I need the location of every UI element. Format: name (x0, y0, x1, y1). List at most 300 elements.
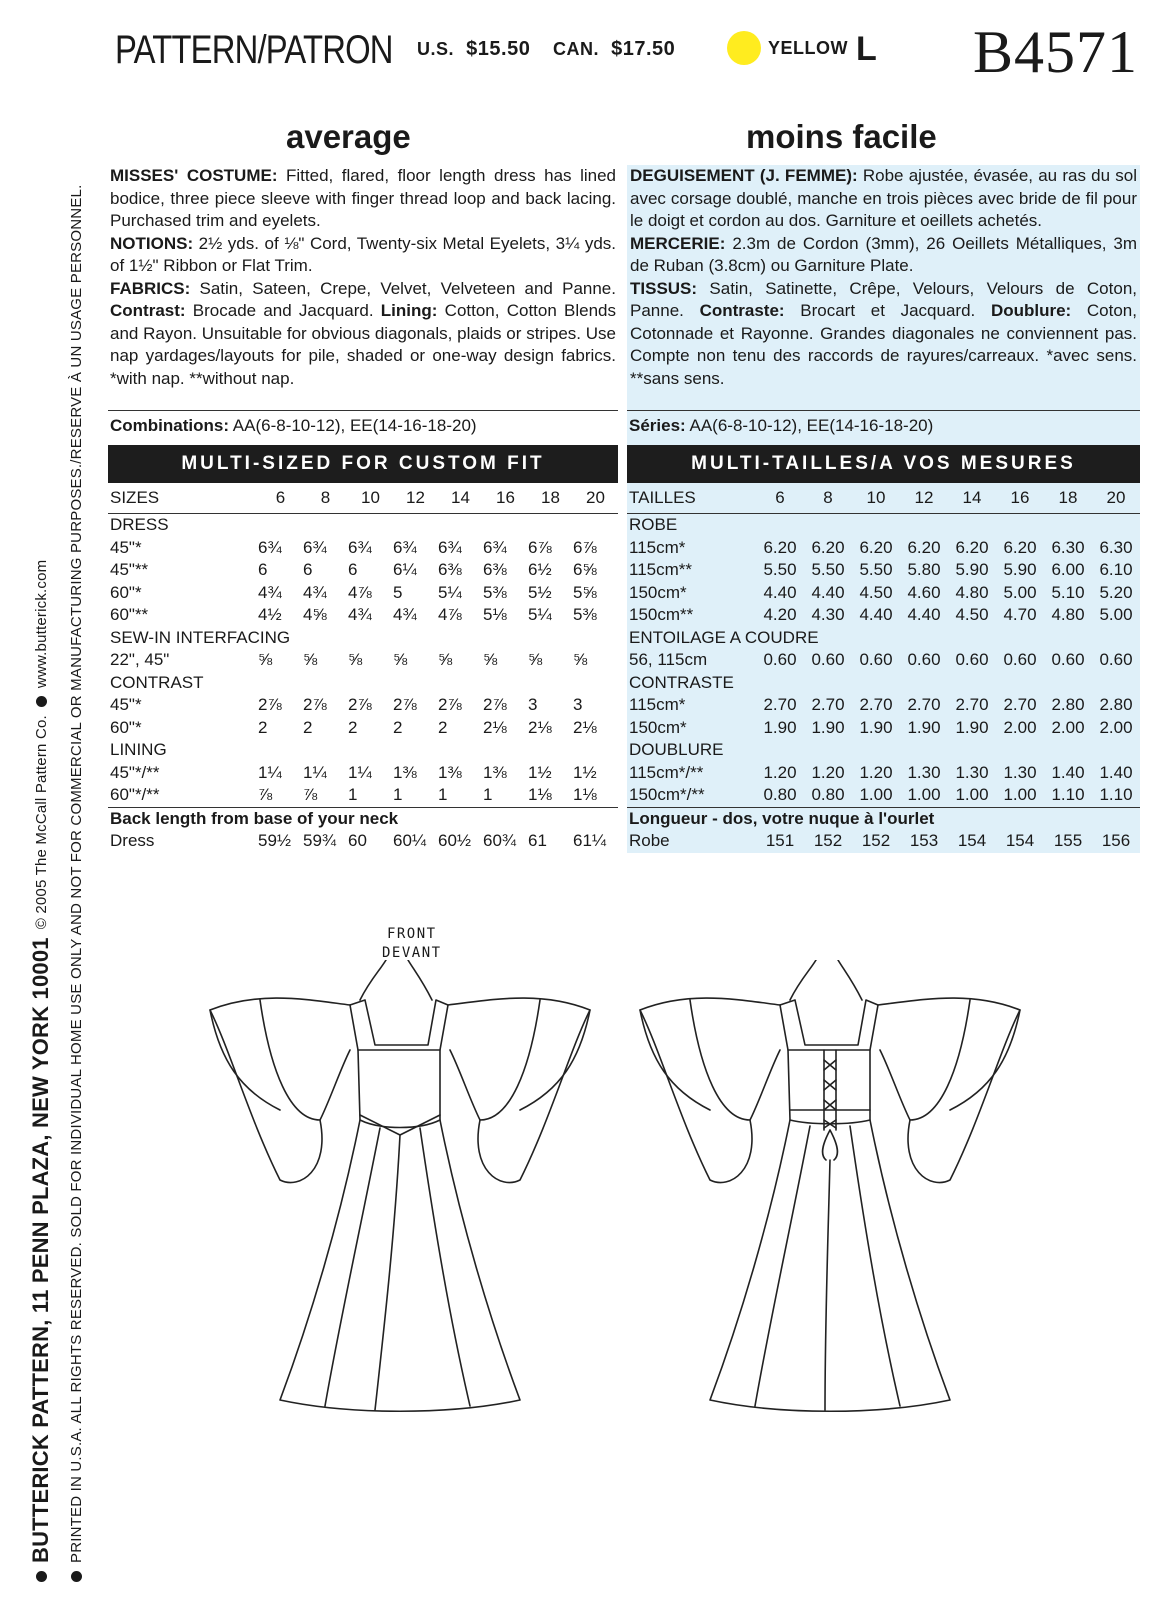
table-cell: 152 (813, 831, 843, 850)
table-cell: 1.30 (955, 762, 989, 782)
table-cell: 1.20 (763, 762, 797, 782)
table-cell: 0.60 (1003, 650, 1037, 669)
combinations-fr (627, 411, 1140, 441)
table-cell: ⅝ (348, 650, 363, 669)
table-cell: 1 (438, 785, 448, 804)
table-cell: ⅝ (393, 650, 408, 669)
back-length-en (108, 807, 618, 853)
table-cell: 6½ (528, 560, 552, 579)
bullet-icon (36, 1571, 47, 1582)
table-row (108, 514, 618, 537)
table-cell: 60½ (438, 831, 472, 850)
table-cell: 6.20 (859, 537, 893, 557)
size-column-header: 16 (996, 483, 1044, 514)
row-label: LINING (110, 740, 167, 759)
table-row (108, 717, 618, 740)
table-row (108, 649, 618, 672)
table-cell: ⅝ (528, 650, 543, 669)
table-cell: 0.80 (811, 785, 845, 804)
figure-label (382, 925, 442, 963)
legal-notice: PRINTED IN U.S.A. ALL RIGHTS RESERVED. SOLD FOR INDIVIDUAL HOME USE ONLY AND NOT FOR COMMERCIAL OR MANUFACTURING PURPOSES./RESERVE À UN USAGE PERSONNEL. (68, 184, 85, 1563)
table-cell: 1.90 (859, 717, 893, 737)
table-row (627, 627, 1140, 650)
size-column-header: 18 (528, 483, 573, 514)
table-cell: 1.30 (1003, 762, 1037, 782)
combos-value: AA(6-8-10-12), EE(14-16-18-20) (229, 416, 477, 435)
table-cell: 6.20 (763, 537, 797, 557)
table-cell: 6.20 (907, 537, 941, 557)
side-imprint-text (28, 112, 108, 1582)
table-row (108, 582, 618, 605)
table-row (108, 830, 618, 853)
table-cell: ⅝ (258, 650, 273, 669)
table-row (108, 762, 618, 785)
table-cell: 4.40 (859, 605, 893, 624)
desc-key: DEGUISEMENT (J. FEMME): (630, 166, 858, 185)
desc-text: 2.3m de Cordon (3mm), 26 Oeillets Métalliques, 3m de Ruban (3.8cm) ou Garniture Plate. (630, 233, 1137, 275)
table-cell: 0.60 (1051, 650, 1085, 669)
table-cell: 2.00 (1099, 717, 1133, 737)
size-column-header: 12 (900, 483, 948, 514)
side-line-legal (68, 112, 85, 1582)
row-label: CONTRASTE (629, 672, 734, 692)
table-cell: 1½ (573, 762, 597, 782)
yardage-table-en (108, 483, 618, 807)
table-cell: 61 (528, 831, 547, 850)
size-column-header: 16 (483, 483, 528, 514)
section-bar-en: MULTI-SIZED FOR CUSTOM FIT (108, 445, 618, 483)
table-cell: 61¼ (573, 831, 607, 850)
combos-label: Séries: (629, 416, 686, 435)
difficulty-en: average (286, 118, 411, 155)
table-cell: 6⅞ (573, 537, 597, 557)
dress-back-drawing (640, 960, 1020, 1411)
table-cell: 5.50 (763, 560, 797, 579)
table-cell: 60¼ (393, 831, 427, 850)
table-row (108, 559, 618, 582)
table-cell: 0.60 (763, 650, 797, 669)
table-cell: 6 (303, 560, 313, 579)
table-cell: 6.10 (1099, 560, 1133, 579)
table-cell: 4.30 (811, 605, 845, 624)
table-cell: 1.20 (811, 762, 845, 782)
table-cell: 5.10 (1051, 582, 1085, 602)
desc-text: Brocade and Jacquard. (185, 301, 381, 320)
table-cell: 4.80 (955, 582, 989, 602)
yardage-table-fr (627, 483, 1140, 807)
table-cell: 4¾ (258, 582, 282, 602)
table-cell: 5⅛ (483, 605, 507, 624)
table-cell: ⅝ (303, 650, 318, 669)
desc-key: FABRICS: (110, 278, 191, 298)
table-cell: 1 (483, 785, 493, 804)
sizes-label: TAILLES (627, 483, 756, 514)
size-column-header: 10 (348, 483, 393, 514)
back-length-title: Longueur - dos, votre nuque à l'ourlet (629, 808, 935, 828)
size-column-header: 12 (393, 483, 438, 514)
desc-key: NOTIONS: (110, 233, 194, 253)
table-cell: 5½ (528, 582, 552, 602)
difficulty-fr: moins facile (746, 118, 937, 155)
table-cell: 156 (1101, 831, 1131, 850)
table-cell: 6¾ (438, 537, 462, 557)
bullet-icon (71, 1571, 82, 1582)
table-row (108, 537, 618, 560)
us-price-label: U.S. (417, 39, 455, 59)
table-row (627, 537, 1140, 560)
table-cell: 6¾ (393, 537, 417, 557)
table-cell: 5⅝ (573, 582, 597, 602)
table-cell: 4.20 (763, 605, 797, 624)
row-label: DOUBLURE (629, 740, 724, 759)
column-french (627, 165, 1140, 853)
table-cell: 1⅜ (393, 762, 417, 782)
table-cell: 5.90 (955, 560, 989, 579)
row-label: Dress (110, 831, 155, 850)
row-label: 150cm** (629, 605, 694, 624)
table-cell: 1.90 (811, 717, 845, 737)
can-price-value: $17.50 (611, 38, 676, 60)
table-cell: 2⅛ (528, 717, 552, 737)
table-cell: 2 (438, 717, 448, 737)
desc-text: Fitted, flared, floor length dress has lined bodice, three piece sleeve with finger thread loop and back lacing. Purchased trim and eyelets. (110, 166, 616, 230)
row-label: DRESS (110, 515, 169, 534)
desc-key: MISSES' COSTUME: (110, 166, 278, 185)
row-label: 115cm*/** (629, 762, 704, 782)
table-cell: 4.60 (907, 582, 941, 602)
table-cell: 2⅞ (303, 695, 327, 714)
table-cell: 4¾ (393, 605, 417, 624)
table-cell: 6¾ (258, 537, 282, 557)
table-cell: 1⅛ (573, 785, 597, 804)
table-cell: 2 (258, 717, 268, 737)
can-price-label: CAN. (553, 39, 599, 59)
table-cell: 1⅛ (528, 785, 552, 804)
desc-key: Doublure: (990, 301, 1072, 320)
table-cell: 6.00 (1051, 560, 1085, 579)
table-row (627, 739, 1140, 762)
desc-text: Brocart et Jacquard. (784, 301, 991, 320)
table-cell: 2⅛ (483, 717, 507, 737)
table-cell: 0.60 (1099, 650, 1133, 669)
desc-text: Satin, Satinette, Crêpe, Velours, Velours de Coton, Panne. (630, 278, 1137, 320)
copyright: © 2005 The McCall Pattern Co. (32, 715, 50, 930)
table-row (108, 672, 618, 695)
table-cell: 154 (957, 831, 987, 850)
table-cell: 2.70 (955, 695, 989, 714)
desc-key: TISSUS: (630, 278, 698, 298)
table-cell: ⅞ (258, 785, 273, 804)
table-cell: 1.00 (1003, 785, 1037, 804)
table-cell: 6.20 (1003, 537, 1037, 557)
desc-key: Contraste: (699, 301, 785, 320)
section-bar-fr: MULTI-TAILLES/A VOS MESURES (627, 445, 1140, 483)
sizes-label: SIZES (108, 483, 258, 514)
table-header-row (108, 483, 618, 514)
table-cell: 6¼ (393, 560, 417, 579)
row-label: SEW-IN INTERFACING (110, 627, 291, 647)
table-cell: 2⅛ (573, 717, 597, 737)
table-cell: 4⅝ (303, 605, 327, 624)
table-cell: 2.70 (811, 695, 845, 714)
table-row (627, 649, 1140, 672)
table-cell: 6¾ (303, 537, 327, 557)
table-cell: 6⅜ (438, 560, 462, 579)
table-cell: 4.50 (955, 605, 989, 624)
desc-text: Coton, Cotonnade et Rayonne. Grandes diagonales ne conviennent pas. Compte non tenu des raccords de rayures/carreaux. *avec sens. **sans sens. (630, 301, 1137, 388)
size-column-header: 10 (852, 483, 900, 514)
table-row (627, 784, 1140, 807)
combinations-en (108, 411, 618, 441)
table-cell: 6¾ (483, 537, 507, 557)
table-cell: 60 (348, 831, 367, 850)
table-cell: 151 (765, 831, 795, 850)
table-row (627, 717, 1140, 740)
table-cell: 6¾ (348, 537, 372, 557)
table-cell: 1.90 (907, 717, 941, 737)
table-cell: 1.20 (859, 762, 893, 782)
table-cell: 59½ (258, 831, 292, 850)
table-cell: 4.40 (811, 582, 845, 602)
table-cell: 6 (258, 560, 268, 579)
figure-label-en: FRONT (386, 926, 437, 942)
row-label: 45"* (110, 695, 142, 714)
table-cell: 1.40 (1051, 762, 1085, 782)
table-cell: 60¾ (483, 831, 517, 850)
table-row (108, 739, 618, 762)
table-cell: 1¼ (258, 762, 282, 782)
table-row (108, 784, 618, 807)
combos-label: Combinations: (110, 416, 229, 435)
row-label: 60"*/** (110, 785, 160, 804)
table-row (627, 604, 1140, 627)
website-url: www.butterick.com (32, 559, 50, 689)
table-cell: 1.00 (859, 785, 893, 804)
desc-text: 2½ yds. of ⅛" Cord, Twenty-six Metal Eyelets, 3¼ yds. of 1½" Ribbon or Flat Trim. (110, 233, 616, 275)
row-label: 115cm** (629, 560, 692, 579)
table-cell: 0.60 (955, 650, 989, 669)
column-english (108, 165, 618, 853)
description-fr (627, 165, 1140, 410)
table-cell: 1 (348, 785, 358, 804)
size-column-header: 8 (303, 483, 348, 514)
back-length-fr (627, 807, 1140, 853)
table-cell: 1.90 (955, 717, 989, 737)
table-row (627, 762, 1140, 785)
table-cell: 59¾ (303, 831, 337, 850)
color-name: YELLOW (768, 38, 848, 58)
table-cell: 1⅜ (483, 762, 507, 782)
table-cell: 154 (1005, 831, 1035, 850)
row-label: 115cm* (629, 695, 686, 714)
table-cell: 4.50 (859, 582, 893, 602)
desc-text: Cotton, Cotton Blends and Rayon. Unsuitable for obvious diagonals, plaids or stripes. Use nap yardages/layouts for pile, shaded or one-way design fabrics. *with nap. **without nap. (110, 301, 616, 388)
table-cell: 1.30 (907, 762, 941, 782)
desc-key: Contrast: (110, 301, 186, 320)
table-row (108, 694, 618, 717)
table-cell: 1.00 (907, 785, 941, 804)
can-price (553, 38, 675, 61)
table-cell: 1⅜ (438, 762, 462, 782)
table-cell: 0.60 (811, 650, 845, 669)
table-cell: 3 (573, 695, 583, 714)
table-row (627, 694, 1140, 717)
table-cell: 2.70 (1003, 695, 1037, 714)
us-price (417, 38, 530, 61)
table-cell: 4.80 (1051, 605, 1085, 624)
table-cell: 5⅜ (483, 582, 507, 602)
row-label: 22", 45" (110, 650, 170, 669)
size-column-header: 14 (438, 483, 483, 514)
row-label: 60"* (110, 717, 142, 737)
row-label: 56, 115cm (629, 650, 708, 669)
table-cell: 2 (348, 717, 358, 737)
back-length-table-en (108, 830, 618, 853)
table-row (627, 559, 1140, 582)
table-row (627, 514, 1140, 537)
desc-key: Lining: (380, 301, 438, 320)
table-cell: 1¼ (303, 762, 327, 782)
table-cell: 2⅞ (258, 695, 282, 714)
size-column-header: 6 (258, 483, 303, 514)
table-cell: 3 (528, 695, 538, 714)
table-row (108, 627, 618, 650)
brand-title: PATTERN/PATRON (115, 28, 393, 72)
row-label: 45"*/** (110, 762, 160, 782)
size-column-header: 20 (1092, 483, 1140, 514)
table-cell: 6⅝ (573, 560, 597, 579)
table-cell: 6.20 (955, 537, 989, 557)
table-cell: 5⅜ (573, 605, 597, 624)
table-cell: 2 (303, 717, 313, 737)
dress-front-drawing (210, 960, 590, 1411)
row-label: CONTRAST (110, 672, 204, 692)
combos-value: AA(6-8-10-12), EE(14-16-18-20) (685, 416, 934, 435)
table-cell: 6 (348, 560, 358, 579)
bullet-icon (36, 696, 47, 707)
table-cell: 4.70 (1003, 605, 1037, 624)
table-cell: 1 (393, 785, 403, 804)
table-cell: ⅝ (483, 650, 498, 669)
table-cell: 5.00 (1003, 582, 1037, 602)
back-length-table-fr (627, 830, 1140, 853)
color-dot-icon (727, 31, 761, 65)
table-cell: 5.20 (1099, 582, 1133, 602)
table-cell: 5 (393, 582, 403, 602)
table-cell: 5.00 (1099, 605, 1133, 624)
table-cell: 1.00 (955, 785, 989, 804)
table-cell: 4.40 (763, 582, 797, 602)
table-row (627, 830, 1140, 853)
size-column-header: 18 (1044, 483, 1092, 514)
table-cell: 5.90 (1003, 560, 1037, 579)
table-cell: 1.40 (1099, 762, 1133, 782)
table-cell: 2⅞ (348, 695, 372, 714)
table-cell: 0.60 (907, 650, 941, 669)
desc-key: MERCERIE: (630, 233, 726, 253)
table-cell: ⅞ (303, 785, 318, 804)
us-price-value: $15.50 (466, 38, 531, 60)
table-cell: 5.50 (859, 560, 893, 579)
row-label: ROBE (629, 515, 678, 534)
row-label: ENTOILAGE A COUDRE (629, 627, 819, 647)
table-cell: 5.50 (811, 560, 845, 579)
table-cell: 2 (393, 717, 403, 737)
row-label: 150cm*/** (629, 785, 705, 804)
table-cell: 152 (861, 831, 891, 850)
table-cell: 2.70 (763, 695, 797, 714)
size-letter: L (856, 30, 877, 68)
table-cell: 2.70 (859, 695, 893, 714)
desc-text: Robe ajustée, évasée, au ras du sol avec corsage doublé, manche en trois pièces avec bride de fil pour le doigt et cordon au dos. Garniture et oeillets achetés. (630, 166, 1138, 230)
table-cell: 6⅜ (483, 560, 507, 579)
table-cell: 2⅞ (483, 695, 507, 714)
table-cell: 6⅞ (528, 537, 552, 557)
publisher-address: BUTTERICK PATTERN, 11 PENN PLAZA, NEW YORK 10001 (28, 937, 53, 1563)
table-cell: 6.30 (1099, 537, 1133, 557)
table-cell: 1¼ (348, 762, 372, 782)
table-cell: 1.10 (1099, 785, 1133, 804)
table-cell: 2.00 (1003, 717, 1037, 737)
table-cell: 6.30 (1051, 537, 1085, 557)
table-cell: 4¾ (303, 582, 327, 602)
side-line-publisher (28, 112, 54, 1582)
dress-illustration (200, 960, 1120, 1420)
table-cell: 2.80 (1051, 695, 1085, 714)
table-cell: 5¼ (438, 582, 462, 602)
table-cell: ⅝ (438, 650, 453, 669)
side-imprint (0, 0, 110, 1600)
size-column-header: 14 (948, 483, 996, 514)
row-label: 115cm* (629, 537, 686, 557)
table-cell: 2.80 (1099, 695, 1133, 714)
table-row (627, 672, 1140, 695)
description-en (108, 165, 618, 410)
table-cell: 4⅞ (348, 582, 372, 602)
table-cell: 5.80 (907, 560, 941, 579)
row-label: 150cm* (629, 582, 687, 602)
table-cell: 4¾ (348, 605, 372, 624)
row-label: 45"** (110, 560, 149, 579)
table-cell: 1½ (528, 762, 552, 782)
table-cell: 4⅞ (438, 605, 462, 624)
table-cell: 2.00 (1051, 717, 1085, 737)
pattern-code: B4571 (973, 19, 1139, 85)
figure-label-fr: DEVANT (382, 945, 442, 961)
row-label: 60"* (110, 582, 142, 602)
row-label: 45"* (110, 537, 142, 557)
desc-text: Satin, Sateen, Crepe, Velvet, Velveteen and Panne. (190, 278, 616, 298)
row-label: 60"** (110, 605, 149, 624)
table-cell: ⅝ (573, 650, 588, 669)
table-cell: 2⅞ (393, 695, 417, 714)
table-cell: 6.20 (811, 537, 845, 557)
size-column-header: 6 (756, 483, 804, 514)
back-length-title: Back length from base of your neck (110, 808, 399, 828)
table-header-row (627, 483, 1140, 514)
table-cell: 0.80 (763, 785, 797, 804)
table-cell: 0.60 (859, 650, 893, 669)
size-column-header: 20 (573, 483, 618, 514)
table-cell: 4½ (258, 605, 282, 624)
table-row (108, 604, 618, 627)
table-cell: 155 (1053, 831, 1083, 850)
table-cell: 2.70 (907, 695, 941, 714)
table-cell: 1.90 (763, 717, 797, 737)
table-cell: 1.10 (1051, 785, 1085, 804)
row-label: 150cm* (629, 717, 687, 737)
table-cell: 5¼ (528, 605, 552, 624)
